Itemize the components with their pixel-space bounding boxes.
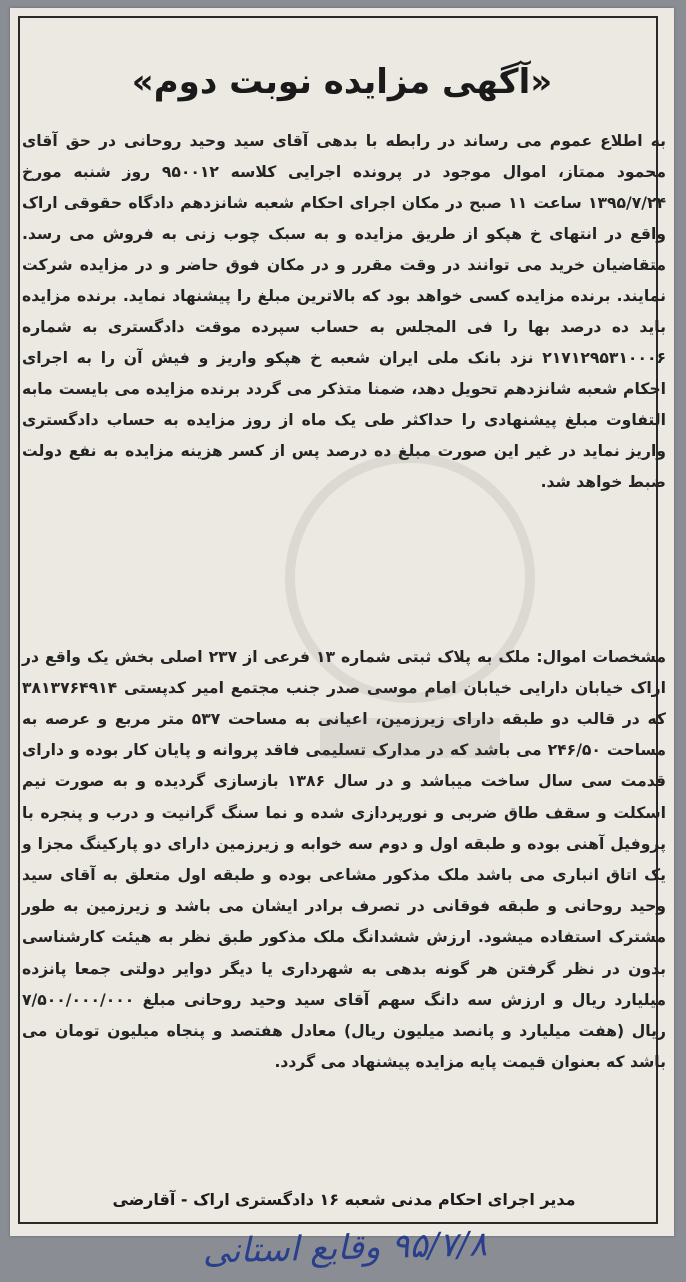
notice-title: «آگهی مزایده نوبت دوم» (131, 62, 553, 102)
notice-signature: مدیر اجرای احکام مدنی شعبه ۱۶ دادگستری اراک - آقارضی (112, 1190, 576, 1209)
newspaper-clipping (10, 8, 674, 1236)
notice-paragraph-1 (22, 126, 666, 498)
handwritten-date-note: ۹۵/۷/۸ وقایع استانی (202, 1224, 488, 1272)
paragraph-1-text: به اطلاع عموم می رساند در رابطه با بدهی آقای سید وحید روحانی در حق آقای محمود ممتاز، اموال موجود در پرونده اجرایی کلاسه ۹۵۰۰۱۲ روز شنبه مورخ ۱۳۹۵/۷/۲۴ ساعت ۱۱ صبح در مکان اجرای احکام شعبه شانزدهم دادگاه حقوقی اراک واقع در انتهای خ هپکو از طریق مزایده و به سبک چوب زنی به فروش می رسد. متقاضیان خرید می توانند در وقت مقرر و در مکان فوق حاضر و در مزایده شرکت نمایند. برنده مزایده کسی خواهد بود که بالاترین مبلغ را پیشنهاد نماید. برنده مزایده باید ده درصد بها را فی المجلس به حساب سپرده موقت دادگستری به شماره ۲۱۷۱۲۹۵۳۱۰۰۰۶ نزد بانک ملی ایران شعبه خ هپکو واریز و فیش آن را به اجرای احکام شعبه شانزدهم تحویل دهد، ضمنا متذکر می گردد برنده مزایده می بایست مابه التفاوت مبلغ پیشنهادی را حداکثر طی یک ماه از روز مزایده به حساب دادگستری واریز نماید در غیر این صورت مبلغ ده درصد پس از کسر هزینه مزایده به نفع دولت ضبط خواهد شد. (22, 132, 666, 491)
notice-paragraph-2 (22, 626, 666, 1094)
paragraph-2-text: مشخصات اموال: ملک به پلاک ثبتی شماره ۱۳ فرعی از ۲۳۷ اصلی بخش یک واقع در اراک خیابان دارایی خیابان امام موسی صدر جنب مجتمع امیر کدپستی ۳۸۱۳۷۶۴۹۱۴ که در قالب دو طبقه دارای زیرزمین، اعیانی به مساحت ۵۳۷ متر مربع و عرصه به مساحت ۲۴۶/۵۰ می باشد که در مدارک تسلیمی فاقد پروانه و پایان کار بوده و دارای قدمت سی سال ساخت میباشد و در سال ۱۳۸۶ بازسازی گردیده و به صورت نیم اسکلت و سقف طاق ضربی و نورپردازی شده و نما سنگ گرانیت و درب و پنجره با پروفیل آهنی بوده و طبقه اول و دوم سه خوابه و زیرزمین دارای دو پارکینگ مجزا و یک اتاق انباری می باشد ملک مذکور مشاعی بوده و طبقه اول متعلق به آقای سید وحید روحانی و طبقه فوقانی در تصرف برادر ایشان می باشد و زیرزمین به طور مشترک استفاده میشود. ارزش ششدانگ ملک مذکور طبق نظر به هیئت کارشناسی بدون در نظر گرفتن هر گونه بدهی به شهرداری یا دیگر دوایر دولتی جمعا پانزده میلیارد ریال و ارزش سه دانگ سهم آقای سید وحید روحانی مبلغ ۷/۵۰۰/۰۰۰/۰۰۰ ریال (هفت میلیارد و پانصد میلیون ریال) معادل هفتصد و پنجاه میلیون تومان می باشد که بعنوان قیمت پایه مزایده پیشنهاد می گردد. (22, 647, 666, 1072)
